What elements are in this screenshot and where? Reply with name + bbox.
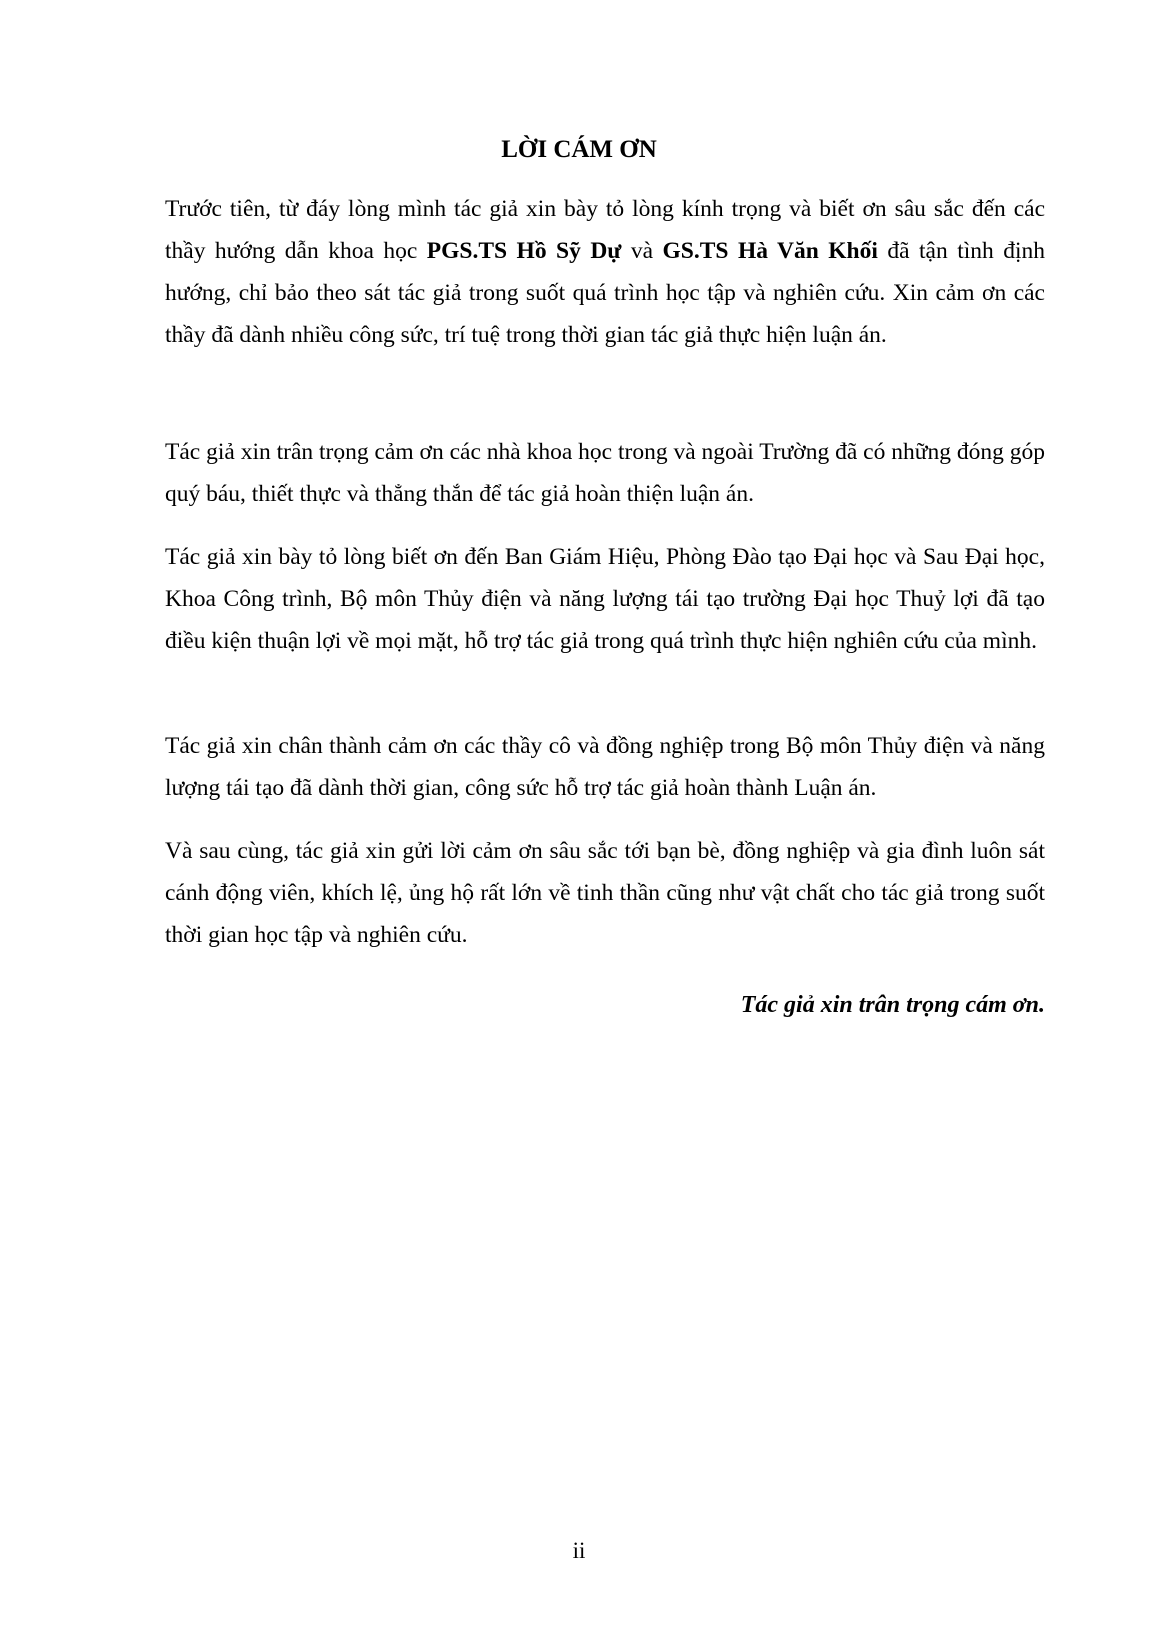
advisor-name: PGS.TS Hồ Sỹ Dự <box>426 238 622 264</box>
paragraph-scientists: Tác giả xin trân trọng cảm ơn các nhà khoa học trong và ngoài Trường đã có những đóng góp quý báu, thiết thực và thẳng thắn để tác giả hoàn thiện luận án. <box>165 439 1045 507</box>
paragraph-text: Trước tiên, từ đáy lòng mình tác giả xin bày tỏ lòng kính trọng và biết ơn sâu sắc đến các thầy hướng dẫn khoa học <box>165 196 1045 264</box>
paragraph-advisors <box>165 188 1045 356</box>
paragraph-text: và <box>621 238 663 264</box>
paragraph-family: Và sau cùng, tác giả xin gửi lời cảm ơn sâu sắc tới bạn bè, đồng nghiệp và gia đình luôn sát cánh động viên, khích lệ, ủng hộ rất lớn về tinh thần cũng như vật chất cho tác giả trong suốt thời gian học tập và nghiên cứu. <box>165 838 1045 948</box>
page-number: ii <box>572 1538 586 1563</box>
paragraph-text: đã tận tình định hướng, chỉ bảo theo sát tác giả trong suốt quá trình học tập và nghiên cứu. Xin cảm ơn các thầy đã dành nhiều công sức, trí tuệ trong thời gian tác giả thực hiện luận án. <box>165 238 1045 348</box>
paragraph-university: Tác giả xin bày tỏ lòng biết ơn đến Ban Giám Hiệu, Phòng Đào tạo Đại học và Sau Đại học, Khoa Công trình, Bộ môn Thủy điện và năng lượng tái tạo trường Đại học Thuỷ lợi đã tạo điều kiện thuận lợi về mọi mặt, hỗ trợ tác giả trong quá trình thực hiện nghiên cứu của mình. <box>165 544 1045 654</box>
paragraph-colleagues: Tác giả xin chân thành cảm ơn các thầy cô và đồng nghiệp trong Bộ môn Thủy điện và năng lượng tái tạo đã dành thời gian, công sức hỗ trợ tác giả hoàn thành Luận án. <box>165 733 1045 801</box>
advisor-name: GS.TS Hà Văn Khối <box>662 238 878 264</box>
page-title: LỜI CÁM ƠN <box>501 136 657 163</box>
signoff: Tác giả xin trân trọng cám ơn. <box>740 992 1045 1018</box>
